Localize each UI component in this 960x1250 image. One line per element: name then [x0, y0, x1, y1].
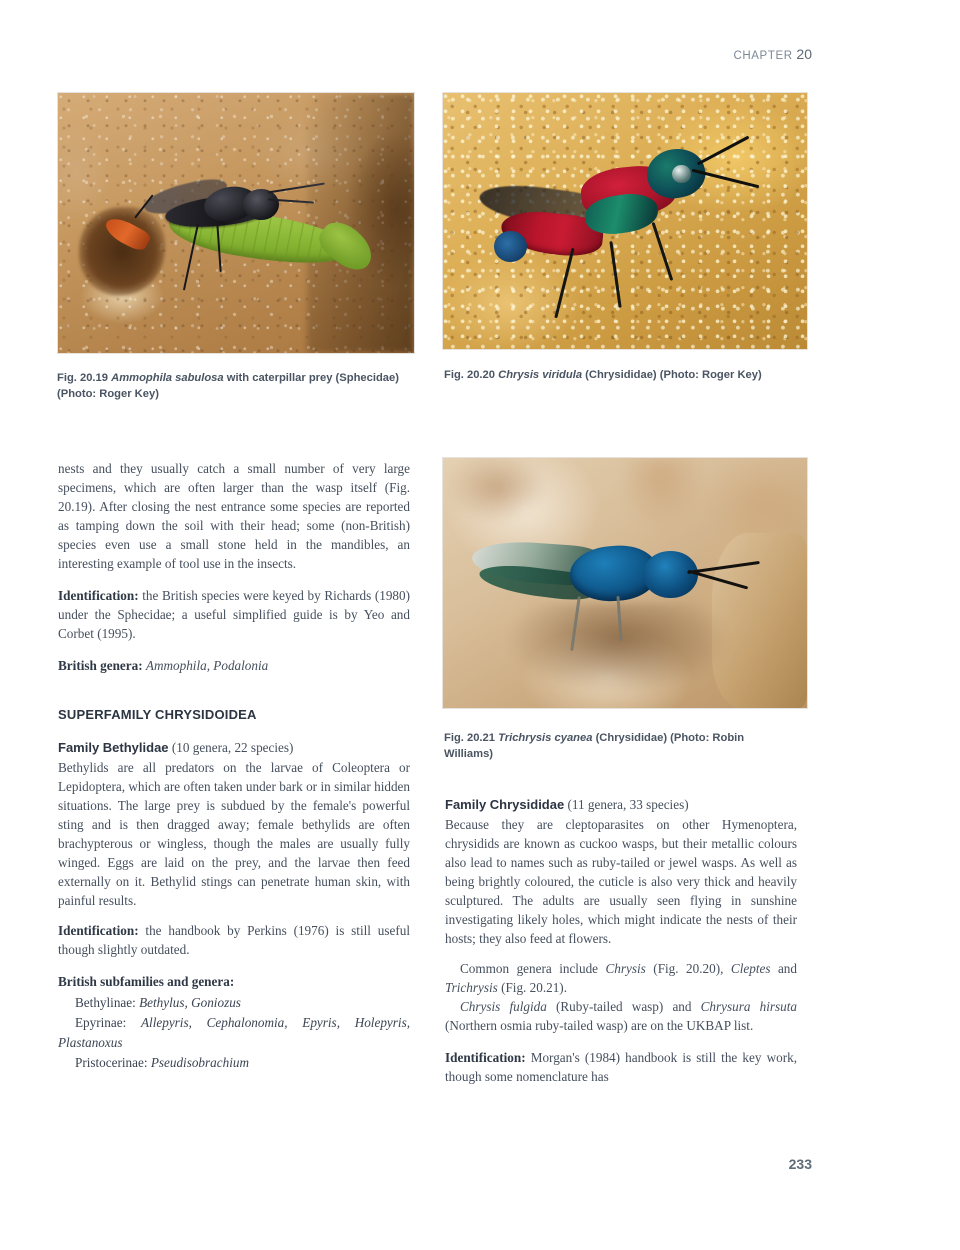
subfamily-bethylinae — [58, 993, 410, 1013]
identification-text-chrysididae: Morgan's (1984) handbook is still the key work, though some nomenclature has — [445, 1049, 797, 1084]
common-genera-mid-2: and — [770, 960, 797, 976]
common-genera-pre: Common genera include — [460, 960, 606, 976]
photo-1-shadow-region — [307, 93, 414, 353]
left-paragraph-1: nests and they usually catch a small number of very large specimens, which are often larger than the wasp itself (Fig. 20.19). After closing the nest entrance some species are reported as tamping down the soil with their head; some (non-British) species even use a small stone held in the mandibles, an interesting example of tool use in the insects. — [58, 461, 410, 571]
family-chrysididae-block — [445, 795, 797, 948]
family-chrysididae-counts: (11 genera, 33 species) — [567, 797, 689, 812]
figure-20-20-caption — [444, 367, 796, 383]
subfamily-bethylinae-genera: Bethylus, Goniozus — [139, 995, 241, 1011]
left-identification-paragraph — [58, 586, 410, 643]
british-genera-label: British genera: — [58, 658, 143, 673]
subfamily-epyrinae-genera: Allepyris, Cephalonomia, Epyris, Holepyris, Plastanoxus — [58, 1014, 411, 1050]
subfamily-bethylinae-name: Bethylinae: — [75, 995, 136, 1011]
subfamily-pristocerinae-genera: Pseudisobrachium — [150, 1054, 249, 1070]
figure-20-19-species: Ammophila sabulosa — [111, 372, 224, 384]
running-head-number: 20 — [796, 46, 812, 62]
figure-20-19-number: Fig. 20.19 — [57, 372, 108, 384]
figure-20-20-image — [442, 92, 808, 350]
species-chrysis-fulgida: Chrysis fulgida — [460, 998, 547, 1014]
figure-20-19-rest: with caterpillar prey (Sphecidae) (Photo: Roger Key) — [57, 372, 399, 401]
subfamily-pristocerinae-name: Pristocerinae: — [75, 1054, 148, 1070]
running-head — [733, 46, 812, 62]
right-text-column — [445, 795, 797, 1099]
page-number: 233 — [788, 1156, 812, 1172]
figure-20-21-species: Trichrysis cyanea — [498, 732, 593, 744]
superfamily-heading: SUPERFAMILY CHRYSIDOIDEA — [58, 707, 257, 722]
ukbap-end: (Northern osmia ruby-tailed wasp) are on the UKBAP list. — [445, 1017, 754, 1033]
photo-ammophila-sabulosa — [57, 92, 415, 354]
identification-label-chrysididae: Identification: — [445, 1049, 526, 1065]
subfamily-pristocerinae — [58, 1053, 410, 1073]
genus-trichrysis: Trichrysis — [445, 979, 498, 995]
figure-20-21-number: Fig. 20.21 — [444, 732, 495, 744]
identification-label-sphecidae: Identification: — [58, 588, 139, 603]
running-head-label: CHAPTER — [733, 50, 793, 62]
right-paragraph-common-genera — [445, 959, 797, 997]
photo-1-wasp-head — [243, 189, 279, 220]
common-genera-end: (Fig. 20.21). — [497, 979, 567, 995]
photo-trichrysis-cyanea — [442, 457, 808, 709]
british-genera-list: Ammophila, Podalonia — [145, 658, 269, 673]
figure-20-20-rest: (Chrysididae) (Photo: Roger Key) — [585, 369, 762, 381]
photo-2-wasp-blue-tip — [494, 231, 527, 262]
genus-chrysis: Chrysis — [605, 960, 646, 976]
figure-20-19-image — [57, 92, 415, 354]
right-paragraph-ukbap — [445, 997, 797, 1035]
subfamilies-label: British subfamilies and genera: — [58, 974, 235, 990]
figure-20-20-number: Fig. 20.20 — [444, 369, 495, 381]
subfamily-epyrinae — [58, 1013, 410, 1053]
species-chrysura-hirsuta: Chrysura hirsuta — [700, 998, 797, 1014]
family-bethylidae-counts: (10 genera, 22 species) — [171, 740, 294, 756]
left-identification-2-paragraph — [58, 921, 410, 959]
figure-20-20-species: Chrysis viridula — [498, 369, 583, 381]
family-bethylidae-name: Family Bethylidae — [58, 740, 169, 756]
ukbap-mid-1: (Ruby-tailed wasp) and — [546, 998, 701, 1014]
identification-text-sphecidae: the British species were keyed by Richards (1980) under the Sphecidae; a useful simplified guide is by Yeo and Corbet (1995). — [58, 588, 410, 641]
subfamily-epyrinae-name: Epyrinae: — [75, 1014, 127, 1030]
photo-3-wasp-head — [643, 551, 698, 599]
right-identification-paragraph — [445, 1048, 797, 1086]
identification-text-bethylidae: the handbook by Perkins (1976) is still useful though slightly outdated. — [58, 923, 410, 958]
photo-2-wasp-eye — [672, 165, 690, 183]
identification-label-bethylidae: Identification: — [58, 923, 139, 939]
family-bethylidae-block — [58, 738, 410, 910]
figure-20-21-image — [442, 457, 808, 709]
figure-20-21-caption — [444, 730, 796, 762]
family-chrysididae-name: Family Chrysididae — [445, 797, 565, 812]
family-chrysididae-text: Because they are cleptoparasites on other Hymenoptera, chrysidids are known as cuckoo wasps, but their metallic colours also lead to names such as ruby-tailed or jewel wasps. As well as being brightly coloured, the cuticle is also very thick and heavily sculptured. The adults are usually seen flying in sunshine investigating likely holes, which might indicate the nests of their hosts; they also feed at flowers. — [445, 816, 797, 946]
left-genera-paragraph — [58, 656, 410, 675]
left-text-column — [58, 459, 410, 1072]
subfamily-list — [58, 993, 410, 1072]
photo-chrysis-viridula — [442, 92, 808, 350]
figure-20-19-caption — [57, 370, 405, 402]
common-genera-mid-1: (Fig. 20.20), — [645, 960, 731, 976]
family-bethylidae-text: Bethylids are all predators on the larvae of Coleoptera or Lepidoptera, which are often taken under bark or in similar hidden situations. The large prey is subdued by the female's powerful sting and is then dragged away; female bethylids are often brachypterous or wingless, though the males are usually fully winged. Eggs are laid on the prey, and the larvae then feed externally on it. Bethylid stings can penetrate human skin, with painful results. — [58, 760, 410, 909]
genus-cleptes: Cleptes — [730, 960, 771, 976]
figure-20-21-rest: (Chrysididae) (Photo: Robin Williams) — [444, 732, 745, 761]
